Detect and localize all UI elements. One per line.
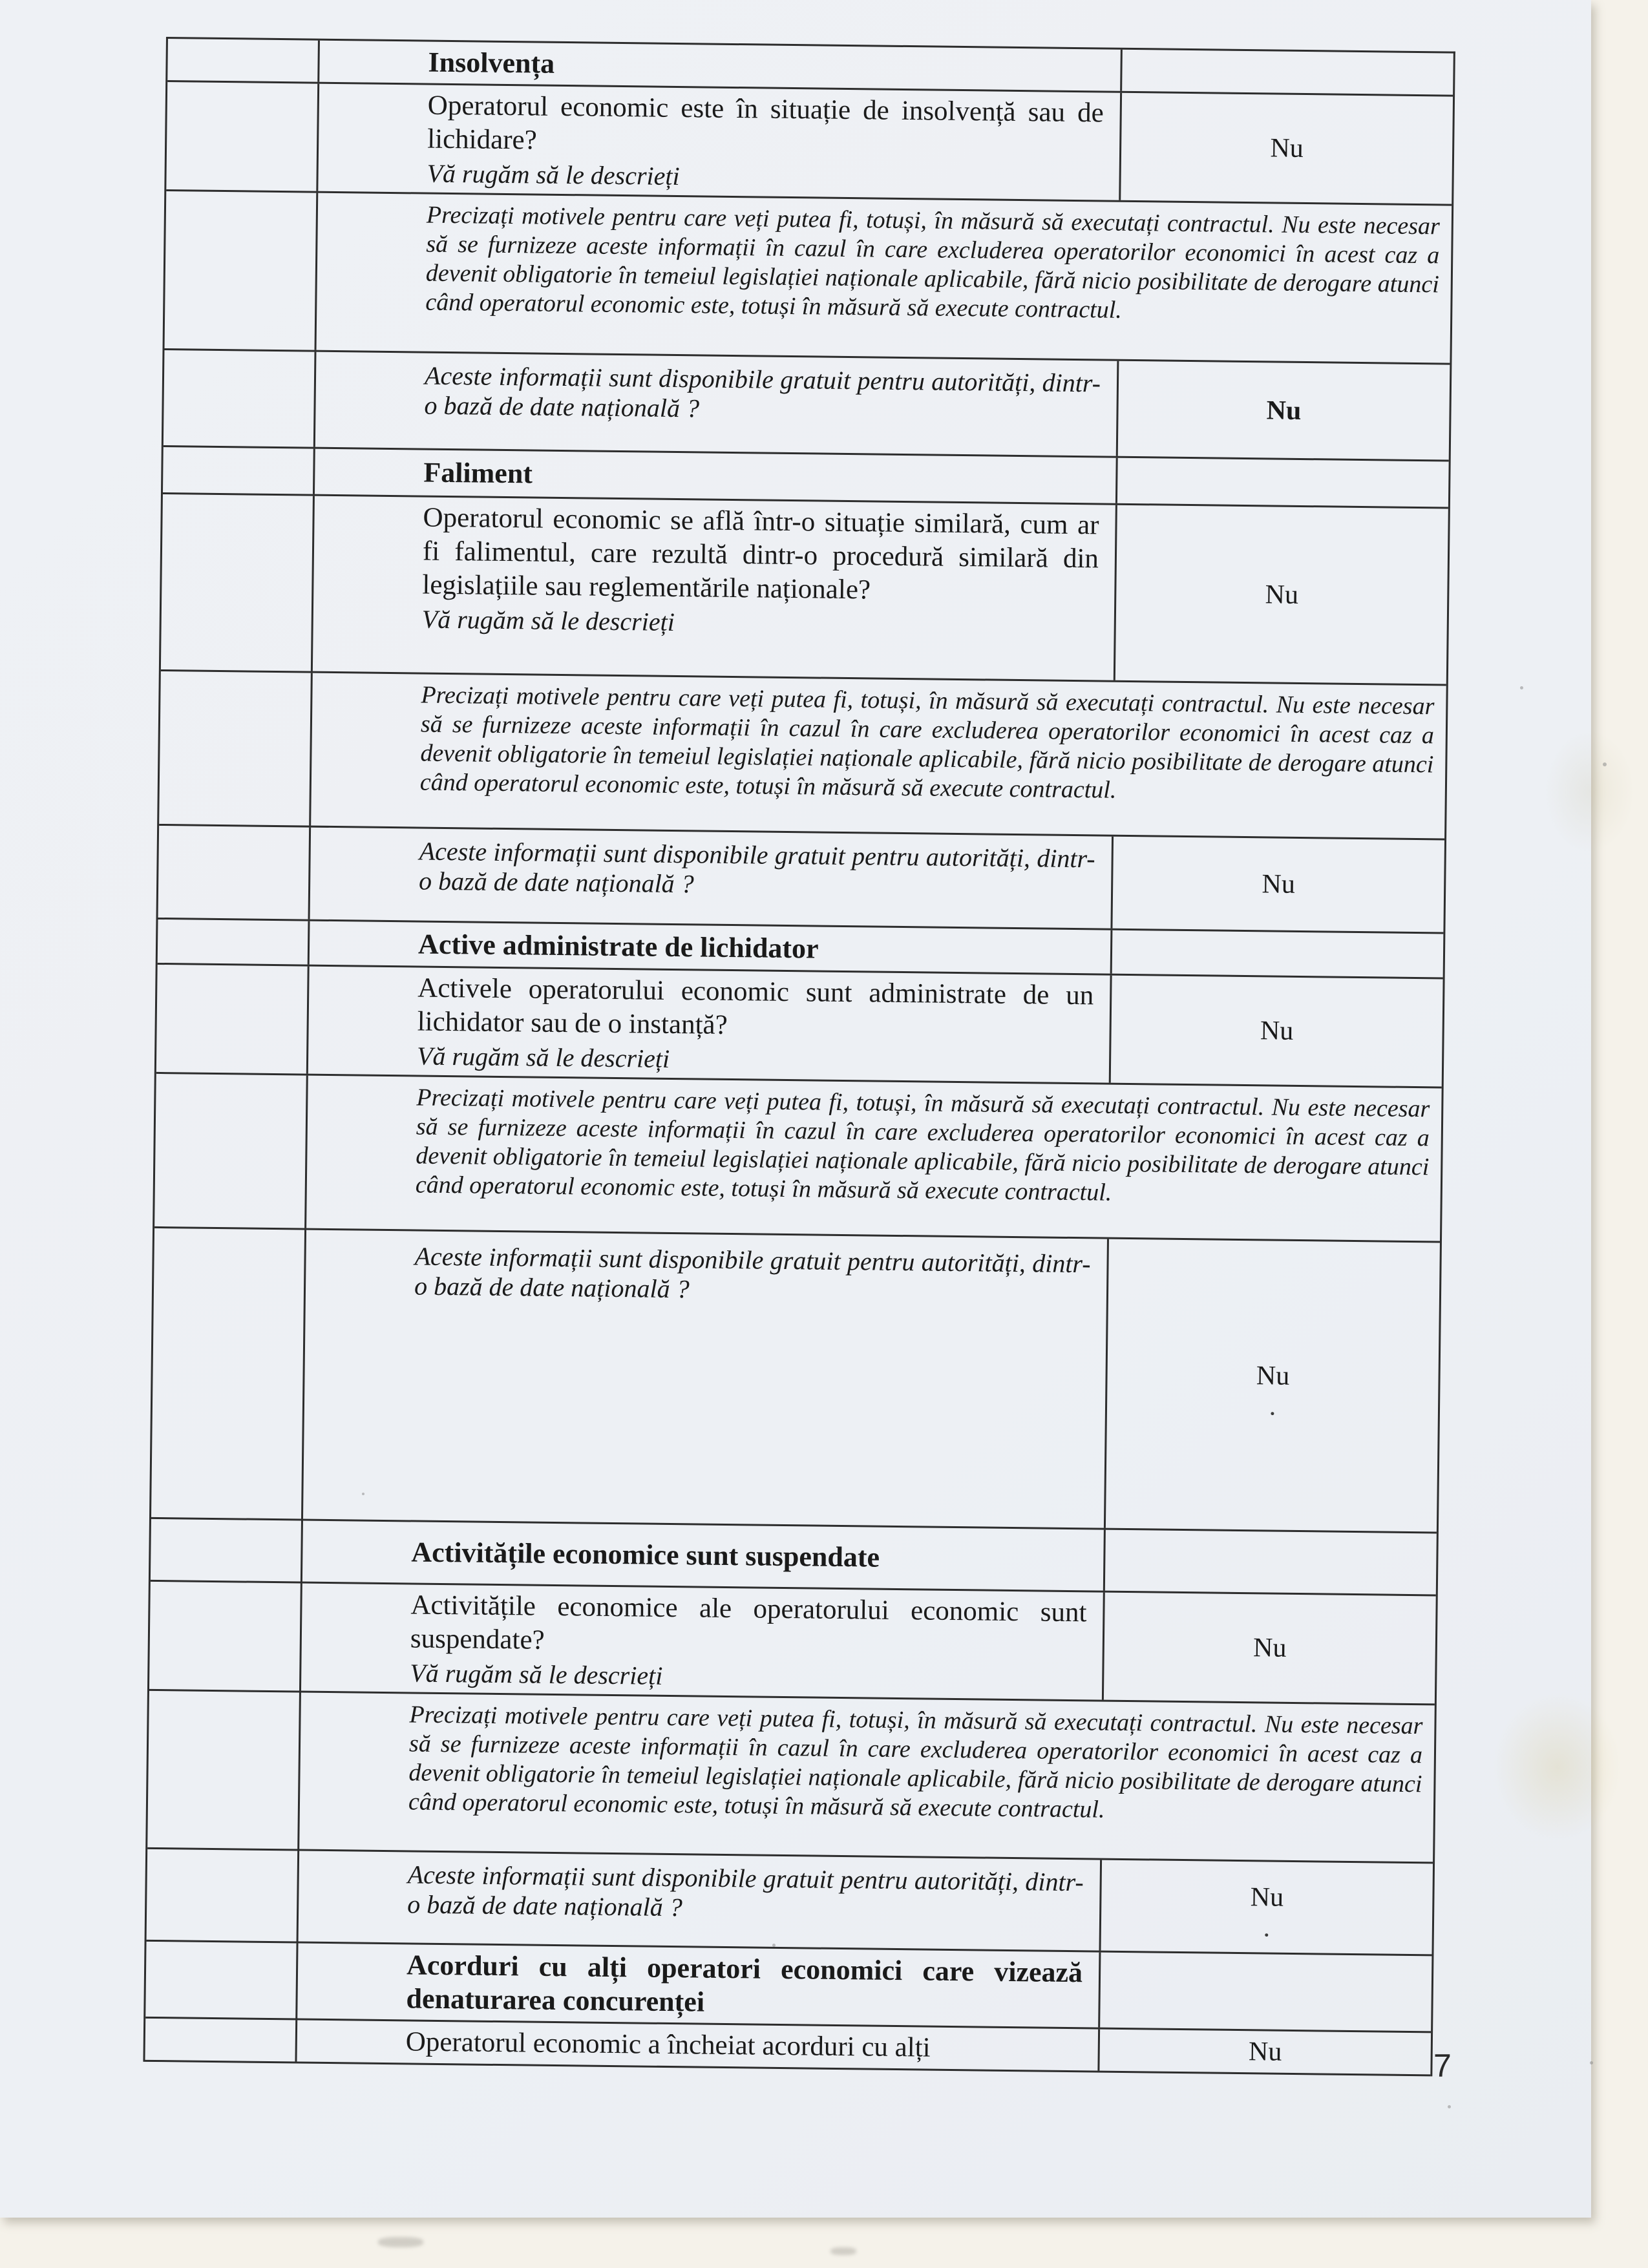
spacer-cell bbox=[151, 1228, 306, 1519]
table-row bbox=[156, 965, 1443, 1089]
scanner-smudge bbox=[830, 2247, 856, 2255]
scanner-smudge bbox=[378, 2237, 423, 2247]
section-header-label: Active administrate de lichidator bbox=[417, 928, 819, 965]
answer-cell bbox=[1122, 50, 1453, 95]
question-text: Activitățile economice ale operatorului economic sunt suspendate? bbox=[410, 1590, 1087, 1655]
table-row bbox=[147, 1691, 1435, 1864]
info-paragraph: Precizați motivele pentru care veți putea fi, totuși, în măsură să executați contractul. Nu este necesar să se furnizeze aceste informații în cazul în care excluderea operatorilor economici în acest caz a devenit obligatorie în temeiul legislației naționale aplicabile, fără nicio posibilitate de derogare atunci când operatorul economic este, totuși în măsură să execute contractul. bbox=[419, 681, 1435, 804]
table-row bbox=[154, 1074, 1442, 1243]
table-row bbox=[145, 1942, 1431, 2033]
answer-cell bbox=[1101, 1860, 1433, 1955]
db-question-cell bbox=[303, 1230, 1109, 1528]
page-number: 7 bbox=[1433, 2048, 1452, 2084]
info-cell bbox=[299, 1693, 1435, 1862]
spacer-cell bbox=[147, 1849, 300, 1942]
answer-value: Nu bbox=[1262, 869, 1296, 899]
answer-cell bbox=[1112, 837, 1444, 932]
db-question-cell bbox=[315, 352, 1119, 456]
answer-cell bbox=[1099, 2030, 1431, 2075]
spacer-cell bbox=[149, 1582, 302, 1691]
hint-text: Vă rugăm să le descrieți bbox=[410, 1658, 663, 1690]
table-row bbox=[166, 82, 1453, 206]
info-cell bbox=[317, 193, 1452, 363]
spacer-cell bbox=[147, 1691, 301, 1849]
espd-exclusion-table bbox=[143, 37, 1455, 2076]
table-row bbox=[161, 494, 1448, 686]
answer-value: Nu bbox=[1256, 1360, 1290, 1391]
scan-speck bbox=[1590, 2061, 1593, 2064]
hint-text: Vă rugăm să le descrieți bbox=[421, 604, 675, 636]
section-header-acorduri bbox=[297, 1944, 1101, 2028]
section-header-label: Activitățile economice sunt suspendate bbox=[411, 1536, 880, 1573]
answer-value: Nu bbox=[1266, 395, 1302, 426]
section-header-insolventa bbox=[319, 41, 1123, 91]
answer-cell bbox=[1115, 505, 1448, 684]
spacer-cell bbox=[166, 82, 319, 191]
answer-cell bbox=[1111, 976, 1443, 1087]
spacer-cell bbox=[145, 1942, 298, 2019]
info-cell bbox=[306, 1076, 1442, 1241]
hint-text: Vă rugăm să le descrieți bbox=[427, 158, 680, 191]
scan-speck bbox=[1448, 2105, 1451, 2108]
table-row bbox=[149, 1582, 1436, 1706]
section-header-faliment bbox=[315, 449, 1118, 503]
spacer-cell bbox=[167, 39, 320, 82]
section-header-activitati bbox=[302, 1521, 1106, 1591]
table-row bbox=[164, 350, 1450, 462]
answer-cell bbox=[1105, 1530, 1437, 1595]
answer-cell bbox=[1104, 1593, 1436, 1704]
scan-speck bbox=[1603, 762, 1607, 766]
info-paragraph: Precizați motivele pentru care veți putea fi, totuși, în măsură să executați contractul. Nu este necesar să se furnizeze aceste informații în cazul în care excluderea operatorilor economici în acest caz a devenit obligatorie în temeiul legislației naționale aplicabile, fără nicio posibilitate de derogare atunci când operatorul economic este, totuși în măsură să execute contractul. bbox=[425, 201, 1441, 324]
question-cell bbox=[318, 84, 1122, 200]
db-question-cell bbox=[310, 828, 1114, 929]
db-question-text: Aceste informații sunt disponibile gratuit pentru autorități, dintr-o bază de date națională ? bbox=[414, 1241, 1091, 1304]
db-question-text: Aceste informații sunt disponibile gratuit pentru autorități, dintr-o bază de date națională ? bbox=[424, 361, 1101, 423]
spacer-cell bbox=[159, 671, 313, 826]
section-header-label: Faliment bbox=[423, 456, 533, 490]
answer-cell bbox=[1118, 361, 1450, 460]
section-header-label: Acorduri cu alți operatori economici care vizează denaturarea concurenței bbox=[406, 1949, 1083, 2018]
answer-cell bbox=[1121, 93, 1453, 204]
answer-value: Nu bbox=[1252, 1633, 1287, 1663]
spacer-cell bbox=[145, 2019, 297, 2062]
scan-speck bbox=[362, 1493, 364, 1495]
answer-cell bbox=[1106, 1239, 1440, 1532]
hint-text: Vă rugăm să le descrieți bbox=[416, 1041, 670, 1073]
question-cell bbox=[308, 967, 1112, 1083]
answer-value: Nu bbox=[1265, 579, 1299, 610]
info-paragraph: Precizați motivele pentru care veți putea fi, totuși, în măsură să executați contractul. Nu este necesar să se furnizeze aceste informații în cazul în care excluderea operatorilor economici în acest caz a devenit obligatorie în temeiul legislației naționale aplicabile, fără nicio posibilitate de derogare atunci când operatorul economic este, totuși în măsură să execute contractul. bbox=[415, 1084, 1430, 1206]
stray-dot-mark: . bbox=[1263, 1913, 1271, 1943]
table-row bbox=[151, 1228, 1440, 1534]
answer-value: Nu bbox=[1248, 2037, 1282, 2067]
table-row bbox=[147, 1849, 1433, 1957]
question-text: Operatorul economic se află într-o situație similară, cum ar fi falimentul, care rezultă dintr-o procedură similară din legislațiile sau reglementările naționale? bbox=[422, 502, 1099, 605]
stray-dot-mark: . bbox=[1269, 1391, 1276, 1422]
spacer-cell bbox=[163, 447, 315, 494]
info-cell bbox=[311, 673, 1446, 839]
question-cell bbox=[297, 2021, 1100, 2071]
table-row bbox=[159, 671, 1446, 841]
spacer-cell bbox=[156, 965, 310, 1074]
info-paragraph: Precizați motivele pentru care veți putea fi, totuși, în măsură să executați contractul. Nu este necesar să se furnizeze aceste informații în cazul în care excluderea operatorilor economici în acest caz a devenit obligatorie în temeiul legislației naționale aplicabile, fără nicio posibilitate de derogare atunci când operatorul economic este, totuși în măsură să execute contractul. bbox=[408, 1701, 1423, 1823]
spacer-cell bbox=[158, 919, 310, 965]
spacer-cell bbox=[164, 350, 317, 447]
spacer-cell bbox=[158, 826, 312, 919]
spacer-cell bbox=[154, 1074, 308, 1228]
section-header-label: Insolvența bbox=[428, 46, 555, 79]
question-cell bbox=[313, 496, 1117, 680]
spacer-cell bbox=[161, 494, 315, 671]
question-text: Activele operatorului economic sunt administrate de un lichidator sau de o instanță? bbox=[417, 972, 1094, 1040]
answer-value: Nu bbox=[1250, 1882, 1284, 1913]
answer-cell bbox=[1117, 458, 1449, 507]
answer-value: Nu bbox=[1260, 1016, 1294, 1046]
answer-cell bbox=[1100, 1953, 1431, 2032]
scan-speck bbox=[1520, 686, 1523, 689]
db-question-cell bbox=[299, 1851, 1103, 1951]
db-question-text: Aceste informații sunt disponibile gratuit pentru autorități, dintr-o bază de date națională ? bbox=[407, 1860, 1084, 1922]
question-text-partial: Operatorul economic a încheiat acorduri cu alți bbox=[405, 2026, 931, 2063]
question-text: Operatorul economic este în situație de insolvență sau de lichidare? bbox=[427, 90, 1104, 156]
table-row bbox=[164, 191, 1452, 365]
scan-stain bbox=[1493, 1693, 1622, 1842]
db-question-text: Aceste informații sunt disponibile gratuit pentru autorități, dintr-o bază de date națională ? bbox=[418, 836, 1095, 899]
scan-stain bbox=[1545, 730, 1635, 853]
spacer-cell bbox=[151, 1519, 303, 1582]
question-cell bbox=[301, 1584, 1105, 1700]
section-header-active bbox=[310, 921, 1113, 974]
answer-cell bbox=[1112, 930, 1444, 978]
table-row bbox=[158, 826, 1445, 934]
scan-speck bbox=[772, 1944, 776, 1947]
answer-value: Nu bbox=[1270, 133, 1304, 163]
spacer-cell bbox=[165, 191, 319, 350]
